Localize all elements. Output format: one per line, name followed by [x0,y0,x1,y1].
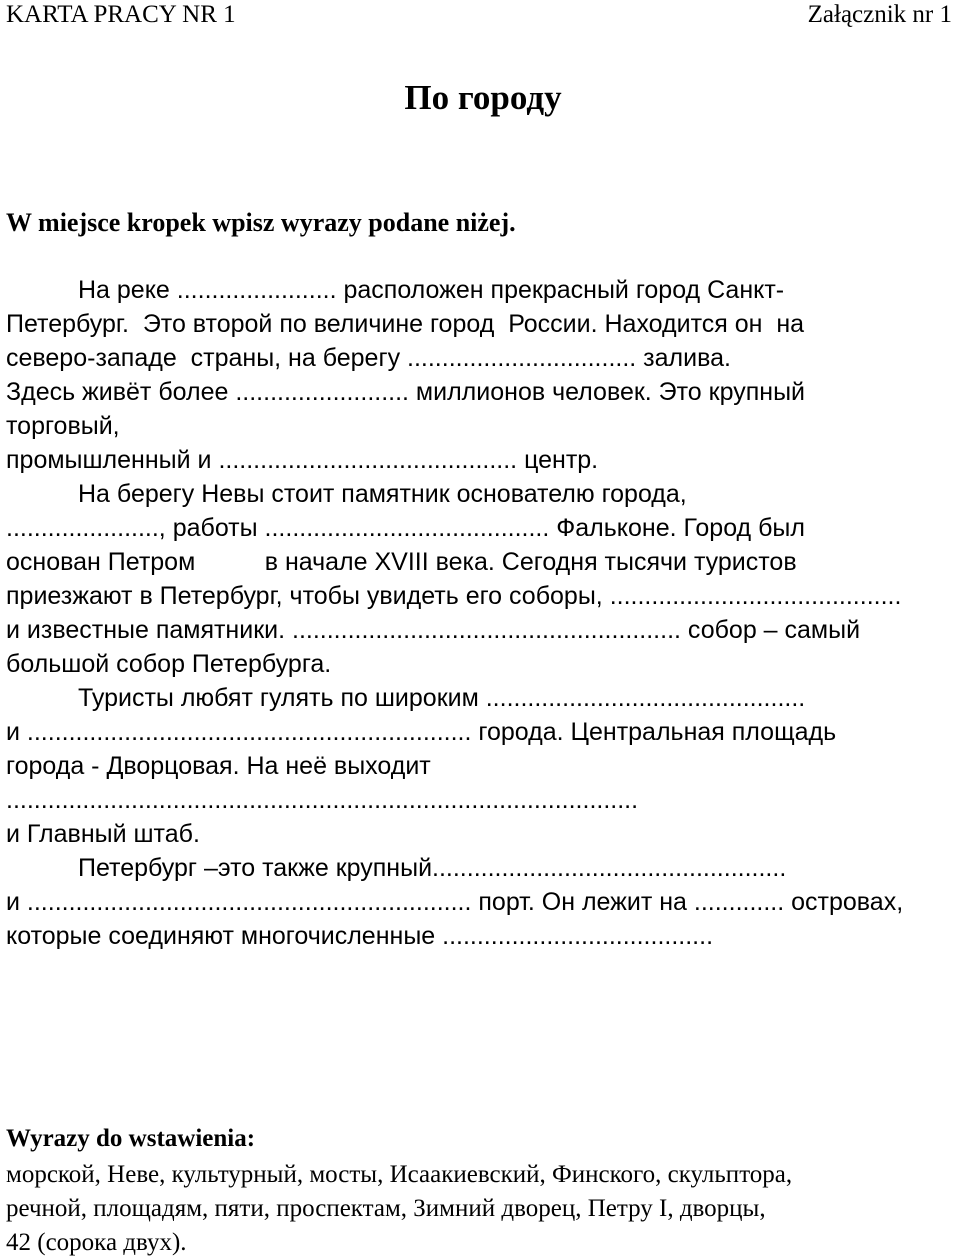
word-bank-line: речной, площадям, пяти, проспектам, Зимний дворец, Петру I, дворцы, [6,1195,766,1222]
instruction: W miejsce kropek wpisz wyrazy podane niżej. [6,208,516,237]
text-line: северо-западе страны, на берегу ................................. залива. [6,344,731,372]
text-line: Петербург –это также крупный................................................... [78,854,787,882]
text-line: торговый, [6,412,120,440]
worksheet-label: KARTA PRACY NR 1 [6,1,236,28]
text-line: основан Петром в начале XVIII века. Сегодня тысячи туристов [6,548,797,576]
text-line: На реке ....................... расположен прекрасный город Санкт- [78,276,785,304]
text-line: и ................................................................ порт. Он лежит на ............. островах, [6,888,904,916]
text-line: и известные памятники. ........................................................ собор – самый [6,616,861,644]
text-line: Здесь живёт более ......................... миллионов человек. Это крупный [6,378,805,406]
text-line: большой собор Петербурга. [6,650,332,678]
text-line: Туристы любят гулять по широким .............................................. [78,684,806,712]
word-bank-line: 42 (сорока двух). [6,1229,187,1256]
text-line: приезжают в Петербург, чтобы увидеть его соборы, .......................................... [6,582,902,610]
page-title: По городу [404,78,562,117]
text-line: ........................................................................................... [6,786,639,814]
words-heading: Wyrazy do wstawienia: [6,1125,256,1152]
text-line: промышленный и ........................................... центр. [6,446,599,474]
text-line: На берегу Невы стоит памятник основателю города, [78,480,687,508]
text-line: и ................................................................ города. Центральная площадь [6,718,837,746]
text-line: ......................, работы ......................................... Фальконе. Город был [6,514,805,542]
text-line: и Главный штаб. [6,820,200,848]
text-line: города - Дворцовая. На неё выходит [6,752,431,780]
attachment-label: Załącznik nr 1 [807,1,952,28]
word-bank-line: морской, Неве, культурный, мосты, Исаакиевский, Финского, скульптора, [6,1161,793,1188]
text-line: которые соединяют многочисленные ....................................... [6,922,714,950]
text-line: Петербург. Это второй по величине город России. Находится он на [6,310,805,338]
